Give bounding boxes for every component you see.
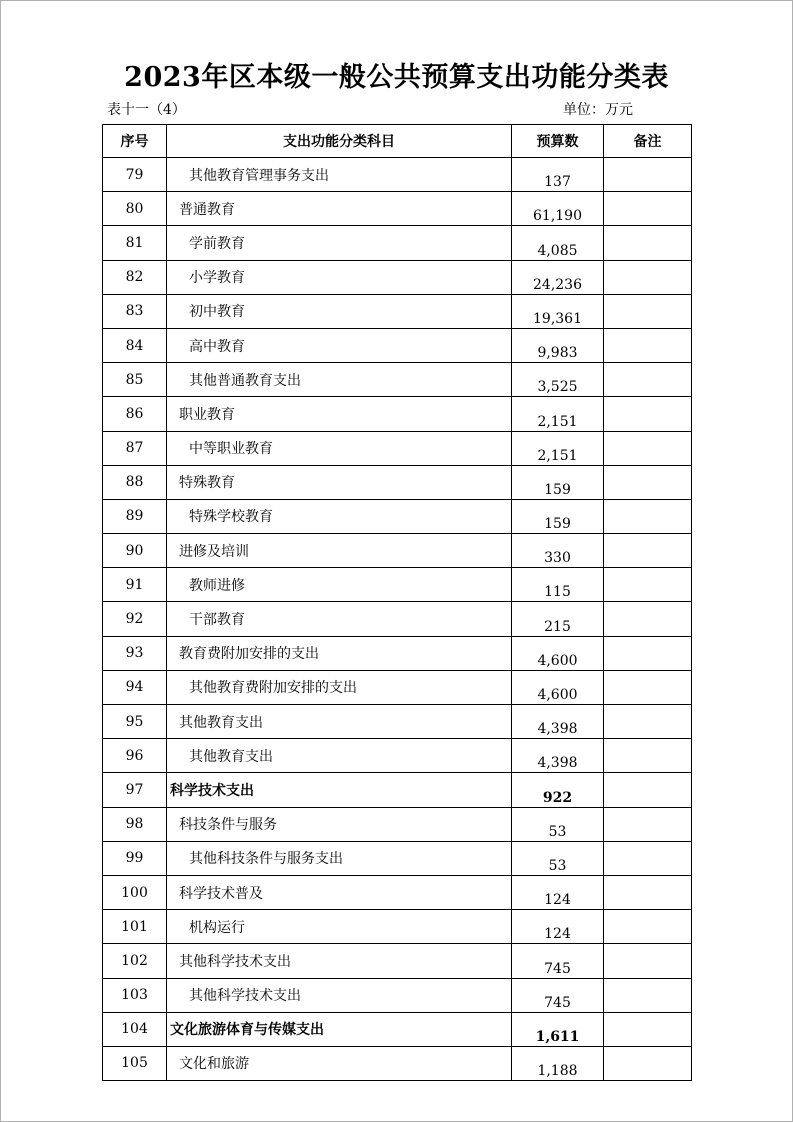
table-row xyxy=(103,978,692,1012)
table-number: 表十一（4） xyxy=(107,102,186,118)
row-amount: 9,983 xyxy=(512,328,604,362)
row-note xyxy=(604,807,692,841)
row-note xyxy=(604,363,692,397)
table-row xyxy=(103,226,692,260)
row-seq: 101 xyxy=(103,910,167,944)
row-amount: 2,151 xyxy=(512,431,604,465)
row-seq: 81 xyxy=(103,226,167,260)
table-row xyxy=(103,705,692,739)
row-note xyxy=(604,602,692,636)
row-seq: 102 xyxy=(103,944,167,978)
table-row xyxy=(103,739,692,773)
row-item-name: 职业教育 xyxy=(167,397,512,431)
table-row xyxy=(103,875,692,909)
row-amount: 19,361 xyxy=(512,294,604,328)
row-amount: 53 xyxy=(512,807,604,841)
table-row xyxy=(103,1046,692,1080)
row-note xyxy=(604,978,692,1012)
table-row xyxy=(103,397,692,431)
table-row xyxy=(103,158,692,192)
row-item-name: 干部教育 xyxy=(167,602,512,636)
row-seq: 82 xyxy=(103,260,167,294)
row-seq: 95 xyxy=(103,705,167,739)
row-amount: 1,188 xyxy=(512,1046,604,1080)
row-item-name: 特殊教育 xyxy=(167,465,512,499)
row-note xyxy=(604,397,692,431)
page-title: 2023年区本级一般公共预算支出功能分类表 xyxy=(124,62,669,93)
row-item-name: 其他科学技术支出 xyxy=(167,978,512,1012)
table-row xyxy=(103,363,692,397)
row-item-name: 其他教育费附加安排的支出 xyxy=(167,670,512,704)
row-seq: 86 xyxy=(103,397,167,431)
row-amount: 1,611 xyxy=(512,1012,604,1046)
table-row xyxy=(103,192,692,226)
unit-label: 单位：万元 xyxy=(563,102,633,118)
header-note: 备注 xyxy=(604,125,692,158)
table-row xyxy=(103,568,692,602)
row-seq: 84 xyxy=(103,328,167,362)
row-item-name: 其他普通教育支出 xyxy=(167,363,512,397)
row-seq: 97 xyxy=(103,773,167,807)
table-row xyxy=(103,431,692,465)
row-amount: 745 xyxy=(512,944,604,978)
row-seq: 94 xyxy=(103,670,167,704)
table-row xyxy=(103,670,692,704)
header-seq: 序号 xyxy=(103,125,167,158)
row-item-name: 其他科技条件与服务支出 xyxy=(167,841,512,875)
row-item-name: 科学技术支出 xyxy=(167,773,512,807)
row-note xyxy=(604,705,692,739)
row-amount: 115 xyxy=(512,568,604,602)
row-amount: 159 xyxy=(512,499,604,533)
row-amount: 330 xyxy=(512,534,604,568)
table-row xyxy=(103,294,692,328)
row-amount: 53 xyxy=(512,841,604,875)
row-seq: 85 xyxy=(103,363,167,397)
row-seq: 87 xyxy=(103,431,167,465)
row-amount: 4,600 xyxy=(512,636,604,670)
row-seq: 105 xyxy=(103,1046,167,1080)
row-item-name: 中等职业教育 xyxy=(167,431,512,465)
row-amount: 137 xyxy=(512,158,604,192)
row-note xyxy=(604,534,692,568)
row-note xyxy=(604,192,692,226)
row-note xyxy=(604,465,692,499)
row-note xyxy=(604,773,692,807)
row-item-name: 科学技术普及 xyxy=(167,875,512,909)
row-amount: 24,236 xyxy=(512,260,604,294)
table-row xyxy=(103,841,692,875)
row-item-name: 科技条件与服务 xyxy=(167,807,512,841)
row-item-name: 文化旅游体育与传媒支出 xyxy=(167,1012,512,1046)
row-item-name: 其他科学技术支出 xyxy=(167,944,512,978)
row-note xyxy=(604,670,692,704)
row-item-name: 学前教育 xyxy=(167,226,512,260)
row-note xyxy=(604,499,692,533)
row-item-name: 小学教育 xyxy=(167,260,512,294)
table-row xyxy=(103,465,692,499)
row-note xyxy=(604,260,692,294)
table-body xyxy=(103,158,692,1081)
row-seq: 88 xyxy=(103,465,167,499)
row-item-name: 进修及培训 xyxy=(167,534,512,568)
row-item-name: 高中教育 xyxy=(167,328,512,362)
row-note xyxy=(604,841,692,875)
row-amount: 4,085 xyxy=(512,226,604,260)
row-note xyxy=(604,636,692,670)
row-note xyxy=(604,226,692,260)
row-note xyxy=(604,1046,692,1080)
row-note xyxy=(604,875,692,909)
row-seq: 99 xyxy=(103,841,167,875)
row-seq: 96 xyxy=(103,739,167,773)
row-amount: 3,525 xyxy=(512,363,604,397)
row-amount: 61,190 xyxy=(512,192,604,226)
header-amount: 预算数 xyxy=(512,125,604,158)
table-row xyxy=(103,636,692,670)
row-seq: 92 xyxy=(103,602,167,636)
row-note xyxy=(604,1012,692,1046)
row-seq: 100 xyxy=(103,875,167,909)
row-item-name: 教育费附加安排的支出 xyxy=(167,636,512,670)
row-item-name: 特殊学校教育 xyxy=(167,499,512,533)
table-row xyxy=(103,807,692,841)
row-amount: 4,600 xyxy=(512,670,604,704)
table-row xyxy=(103,910,692,944)
row-item-name: 其他教育支出 xyxy=(167,705,512,739)
row-amount: 4,398 xyxy=(512,739,604,773)
row-note xyxy=(604,944,692,978)
row-item-name: 初中教育 xyxy=(167,294,512,328)
row-note xyxy=(604,328,692,362)
row-seq: 80 xyxy=(103,192,167,226)
row-amount: 124 xyxy=(512,910,604,944)
row-item-name: 机构运行 xyxy=(167,910,512,944)
row-item-name: 其他教育管理事务支出 xyxy=(167,158,512,192)
row-seq: 91 xyxy=(103,568,167,602)
row-amount: 2,151 xyxy=(512,397,604,431)
row-seq: 89 xyxy=(103,499,167,533)
row-note xyxy=(604,739,692,773)
row-item-name: 其他教育支出 xyxy=(167,739,512,773)
row-amount: 215 xyxy=(512,602,604,636)
table-row xyxy=(103,534,692,568)
row-seq: 90 xyxy=(103,534,167,568)
row-note xyxy=(604,158,692,192)
budget-table xyxy=(102,124,692,1081)
table-row xyxy=(103,773,692,807)
row-item-name: 普通教育 xyxy=(167,192,512,226)
row-seq: 103 xyxy=(103,978,167,1012)
header-item: 支出功能分类科目 xyxy=(167,125,512,158)
row-item-name: 文化和旅游 xyxy=(167,1046,512,1080)
row-amount: 922 xyxy=(512,773,604,807)
header-row xyxy=(103,125,692,158)
table-row xyxy=(103,1012,692,1046)
row-note xyxy=(604,910,692,944)
table-row xyxy=(103,260,692,294)
row-seq: 98 xyxy=(103,807,167,841)
row-note xyxy=(604,294,692,328)
table-row xyxy=(103,499,692,533)
row-amount: 159 xyxy=(512,465,604,499)
row-seq: 83 xyxy=(103,294,167,328)
row-seq: 79 xyxy=(103,158,167,192)
row-amount: 745 xyxy=(512,978,604,1012)
row-amount: 124 xyxy=(512,875,604,909)
row-seq: 104 xyxy=(103,1012,167,1046)
row-seq: 93 xyxy=(103,636,167,670)
table-row xyxy=(103,602,692,636)
row-amount: 4,398 xyxy=(512,705,604,739)
table-row xyxy=(103,328,692,362)
row-item-name: 教师进修 xyxy=(167,568,512,602)
row-note xyxy=(604,568,692,602)
row-note xyxy=(604,431,692,465)
table-row xyxy=(103,944,692,978)
